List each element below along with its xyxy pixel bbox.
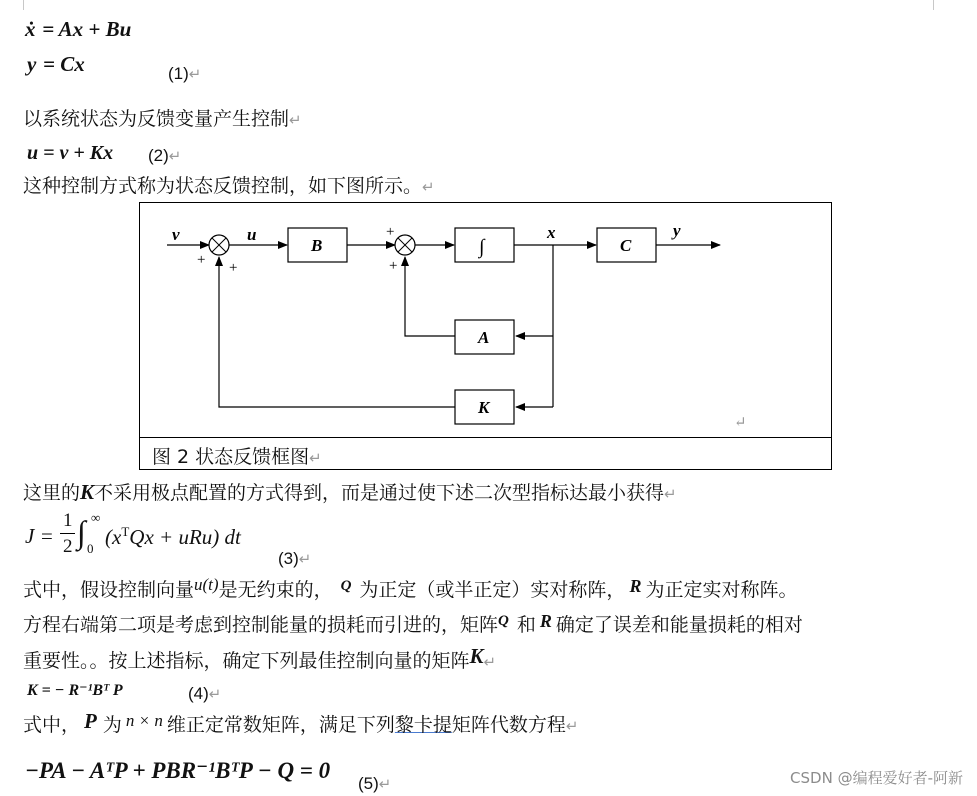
- paragraph-mark: ↵: [168, 147, 182, 165]
- paragraph-mark: ↵: [483, 653, 497, 671]
- paragraph-1-text: 以系统状态为反馈变量产生控制: [23, 108, 290, 130]
- fraction-bar: [60, 533, 75, 534]
- paragraph-3: [23, 481, 677, 505]
- var-k: K: [80, 480, 95, 504]
- para5-c: 维正定常数矩阵，满足下列: [166, 714, 395, 736]
- plus-sign-2-bottom: +: [389, 258, 398, 274]
- integrand-a: (x: [105, 525, 122, 549]
- paragraph-2-text: 这种控制方式称为状态反馈控制，如下图所示。: [23, 175, 423, 197]
- var-p: P: [84, 709, 97, 733]
- equation-4-text: K = − R⁻¹Bᵀ P: [27, 682, 123, 699]
- equation-5-number: (5)↵: [358, 774, 392, 793]
- var-k: K: [469, 644, 484, 668]
- paragraph-4-line2: [23, 611, 803, 638]
- para4-l3-a: 重要性。。按上述指标，确定下列最佳控制向量的矩阵: [23, 650, 470, 672]
- plus-sign-1-bottom: +: [229, 260, 238, 276]
- var-r: R: [539, 611, 552, 631]
- para4-l1-d: 为正定实对称阵。: [645, 579, 798, 601]
- paragraph-mark: ↵: [309, 449, 322, 467]
- figure-paragraph-mark: ↵: [734, 415, 747, 431]
- equation-2-text: u = v + Kx: [27, 142, 114, 164]
- para4-l1-a: 式中，假设控制向量: [23, 579, 195, 601]
- y-symbol: y: [27, 52, 37, 76]
- paragraph-mark: ↵: [208, 685, 222, 703]
- para4-l1-c: 为正定（或半正定）实对称阵，: [359, 579, 626, 601]
- para5-a: 式中，: [23, 714, 81, 736]
- figure-caption: [152, 442, 322, 469]
- paragraph-mark: ↵: [664, 485, 677, 503]
- paragraph-mark: ↵: [378, 775, 392, 793]
- block-b-label: B: [311, 236, 323, 255]
- paragraph-mark: ↵: [422, 178, 435, 196]
- plus-sign-2-top: +: [386, 224, 395, 240]
- integrand: [105, 524, 241, 550]
- a-feedback-line: [405, 257, 455, 336]
- block-k-label: K: [478, 398, 490, 417]
- equation-1-line2-rhs: = Cx: [43, 52, 85, 76]
- paragraph-mark: ↵: [565, 717, 579, 735]
- fraction-denominator: 2: [63, 536, 73, 557]
- block-integrator-label: ∫: [479, 236, 485, 258]
- equation-3-number: (3)↵: [278, 549, 312, 568]
- csdn-watermark: [790, 767, 963, 788]
- paragraph-mark: ↵: [298, 550, 312, 568]
- paragraph-2: [23, 175, 435, 198]
- margin-mark-left: [23, 0, 24, 10]
- watermark-text: CSDN @编程爱好者-阿新: [790, 769, 963, 787]
- integral-lower-limit: 0: [87, 541, 94, 556]
- paragraph-5: [23, 709, 579, 737]
- para4-l2-a: 方程右端第二项是考虑到控制能量的损耗而引进的，矩阵: [23, 614, 499, 636]
- margin-mark-right: [933, 0, 934, 10]
- para5-b: 为: [102, 714, 122, 736]
- var-nxn: n × n: [125, 711, 163, 730]
- figure-caption-text: 图 2 状态反馈框图: [152, 446, 310, 468]
- paragraph-mark: ↵: [188, 65, 202, 83]
- plus-sign-1-left: +: [197, 252, 206, 268]
- var-r: R: [629, 576, 642, 596]
- equation-2: [27, 140, 113, 165]
- signal-x-label: x: [547, 223, 556, 242]
- paragraph-3-text-b: 不采用极点配置的方式得到，而是通过使下述二次型指标达最小获得: [94, 482, 665, 504]
- x-dot-symbol: ẋ: [25, 17, 36, 41]
- paragraph-3-text-a: 这里的: [23, 482, 81, 504]
- paragraph-4-line1: [23, 575, 798, 603]
- signal-y-label: y: [673, 221, 681, 240]
- paragraph-4-line3: [23, 644, 497, 673]
- equation-2-number: (2)↵: [148, 146, 182, 165]
- equation-5-text: −PA − AᵀP + PBR⁻¹BᵀP − Q = 0: [25, 758, 331, 783]
- block-integrator: [455, 228, 514, 262]
- fraction-numerator: 1: [63, 510, 73, 531]
- integral-upper-limit: ∞: [91, 510, 101, 525]
- paragraph-1: [23, 108, 302, 131]
- transpose-sup: T: [121, 524, 130, 539]
- block-c-label: C: [620, 236, 632, 255]
- figure-frame: [139, 202, 832, 470]
- integrand-b: Qx + uRu) dt: [129, 525, 241, 549]
- signal-v-label: v: [172, 225, 180, 244]
- paragraph-mark: ↵: [289, 111, 302, 129]
- equation-1-rhs: = Ax + Bu: [42, 17, 132, 41]
- block-a-label: A: [478, 328, 490, 347]
- para5-d: 矩阵代数方程: [451, 714, 566, 736]
- integral-sign: ∫: [77, 514, 86, 550]
- k-feedback-line: [219, 257, 455, 407]
- var-q: Q: [340, 578, 352, 594]
- caption-divider: [140, 437, 831, 438]
- para4-l1-b: 是无约束的，: [218, 579, 333, 601]
- riccati-link[interactable]: 黎卡提: [394, 714, 452, 736]
- var-ut: u(t): [194, 575, 219, 594]
- block-diagram: [140, 203, 831, 437]
- equation-5: [25, 757, 330, 784]
- para4-l2-c: 确定了误差和能量损耗的相对: [555, 614, 803, 636]
- equation-4: [27, 680, 123, 700]
- equation-1-line1: [25, 17, 131, 42]
- equation-4-number: (4)↵: [188, 684, 222, 703]
- equation-1-number: (1)↵: [168, 64, 202, 83]
- para4-l2-b: 和: [516, 614, 536, 636]
- signal-u-label: u: [247, 225, 257, 244]
- var-q: Q: [498, 613, 509, 629]
- equation-3-lhs: J =: [25, 524, 54, 548]
- equation-1-line2: [27, 52, 85, 77]
